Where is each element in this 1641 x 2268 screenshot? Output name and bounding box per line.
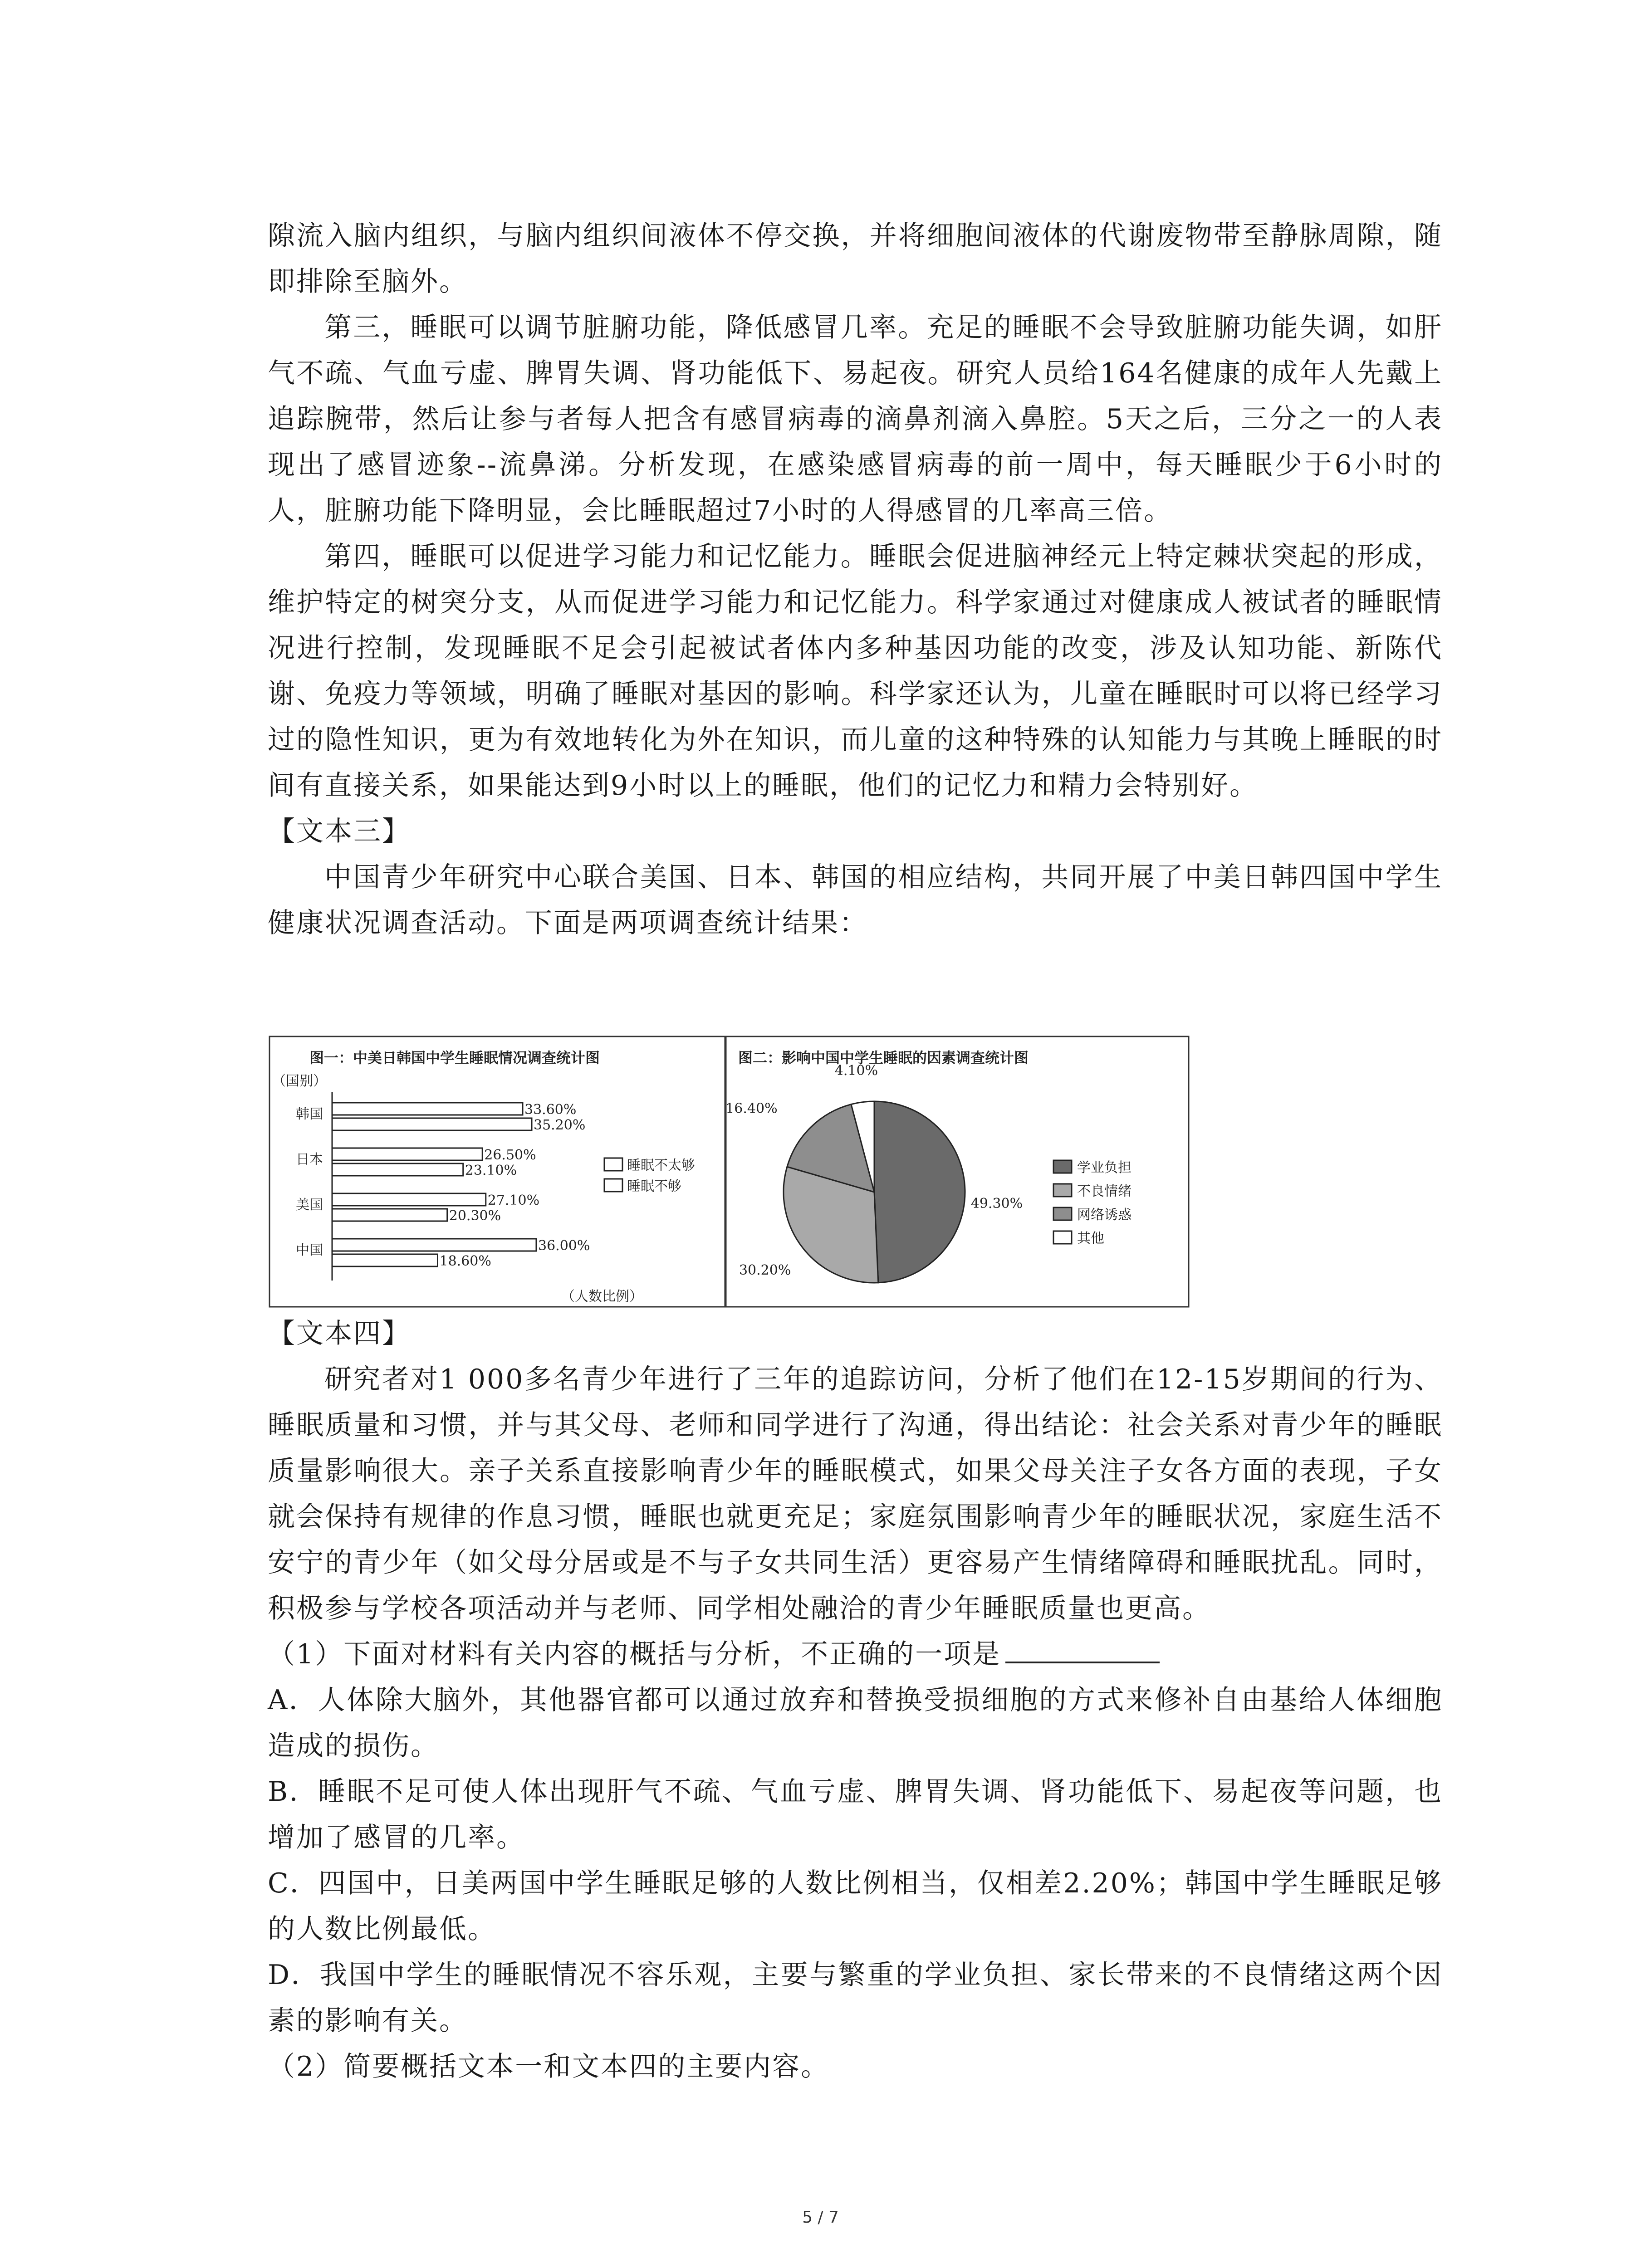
option-b: B．睡眠不足可使人体出现肝气不疏、气血亏虚、脾胃失调、肾功能低下、易起夜等问题，也增加了感冒的几率。 bbox=[268, 1776, 1443, 1853]
option-a: A．人体除大脑外，其他器官都可以通过放弃和替换受损细胞的方式来修补自由基给人体细胞造成的损伤。 bbox=[268, 1684, 1443, 1762]
bar-chart-title: 图一：中美日韩国中学生睡眠情况调查统计图 bbox=[309, 1049, 600, 1066]
bar-0 bbox=[332, 1148, 482, 1160]
bar-category-label: 美国 bbox=[296, 1197, 323, 1213]
legend-label: 睡眠不够 bbox=[627, 1178, 681, 1194]
option-c: C．四国中，日美两国中学生睡眠足够的人数比例相当，仅相差2.20%；韩国中学生睡眠足够的人数比例最低。 bbox=[268, 1867, 1443, 1945]
bar-category-label: 日本 bbox=[296, 1152, 323, 1168]
question-one-text: （1）下面对材料有关内容的概括与分析，不正确的一项是 bbox=[268, 1638, 1001, 1670]
legend-swatch bbox=[604, 1158, 622, 1171]
heading-text-four: 【文本四】 bbox=[268, 1318, 411, 1349]
pie-value-label: 4.10% bbox=[834, 1062, 878, 1079]
bar-1 bbox=[332, 1118, 532, 1130]
survey-figures bbox=[269, 1036, 1190, 1308]
bar-value-label: 26.50% bbox=[484, 1147, 536, 1163]
bar-chart-y-label: （国别） bbox=[272, 1073, 327, 1089]
pie-legend-swatch bbox=[1053, 1207, 1072, 1220]
bar-value-label: 18.60% bbox=[439, 1253, 491, 1269]
paragraph-third-point: 第三，睡眠可以调节脏腑功能，降低感冒几率。充足的睡眠不会导致脏腑功能失调，如肝气不疏、气血亏虚、脾胃失调、肾功能低下、易起夜。研究人员给164名健康的成年人先戴上追踪腕带，然后让参与者每人把含有感冒病毒的滴鼻剂滴入鼻腔。5天之后，三分之一的人表现出了感冒迹象--流鼻涕。分析发现，在感染感冒病毒的前一周中，每天睡眠少于6小时的人，脏腑功能下降明显，会比睡眠超过7小时的人得感冒的几率高三倍。 bbox=[268, 312, 1443, 527]
bar-1 bbox=[332, 1163, 463, 1176]
bar-1 bbox=[332, 1209, 447, 1221]
question-two: （2）简要概括文本一和文本四的主要内容。 bbox=[268, 2051, 830, 2082]
figures-svg bbox=[269, 1036, 1190, 1308]
question-one bbox=[268, 1632, 1443, 1677]
pie-legend-swatch bbox=[1053, 1160, 1072, 1173]
pie-value-label: 16.40% bbox=[725, 1100, 778, 1117]
pie-legend-swatch bbox=[1053, 1184, 1072, 1197]
text-bottom bbox=[268, 1311, 1443, 2090]
bar-value-label: 27.10% bbox=[487, 1193, 540, 1208]
legend-swatch bbox=[604, 1179, 622, 1192]
bar-value-label: 23.10% bbox=[465, 1163, 517, 1178]
bar-0 bbox=[332, 1239, 536, 1251]
bar-0 bbox=[332, 1103, 523, 1115]
bar-1 bbox=[332, 1254, 438, 1266]
bar-value-label: 33.60% bbox=[524, 1102, 577, 1118]
pie-chart-title: 图二：影响中国中学生睡眠的因素调查统计图 bbox=[738, 1049, 1029, 1066]
paragraph-continued: 隙流入脑内组织，与脑内组织间液体不停交换，并将细胞间液体的代谢废物带至静脉周隙，随即排除至脑外。 bbox=[268, 220, 1443, 298]
pie-value-label: 49.30% bbox=[970, 1195, 1023, 1212]
paragraph-text-four: 研究者对1 000多名青少年进行了三年的追踪访问，分析了他们在12-15岁期间的行为、睡眠质量和习惯，并与其父母、老师和同学进行了沟通，得出结论：社会关系对青少年的睡眠质量影响很大。亲子关系直接影响青少年的睡眠模式，如果父母关注子女各方面的表现，子女就会保持有规律的作息习惯，睡眠也就更充足；家庭氛围影响青少年的睡眠状况，家庭生活不安宁的青少年（如父母分居或是不与子女共同生活）更容易产生情绪障碍和睡眠扰乱。同时，积极参与学校各项活动并与老师、同学相处融洽的青少年睡眠质量也更高。 bbox=[268, 1364, 1443, 1624]
bar-value-label: 20.30% bbox=[449, 1208, 501, 1224]
bar-category-label: 韩国 bbox=[296, 1106, 323, 1122]
heading-text-three: 【文本三】 bbox=[268, 816, 411, 847]
pie-legend-label: 不良情绪 bbox=[1077, 1183, 1132, 1199]
pie-legend-label: 网络诱惑 bbox=[1077, 1207, 1132, 1223]
option-d: D．我国中学生的睡眠情况不容乐观，主要与繁重的学业负担、家长带来的不良情绪这两个因素的影响有关。 bbox=[268, 1959, 1443, 2037]
pie-value-label: 30.20% bbox=[739, 1262, 791, 1279]
pie-legend-label: 其他 bbox=[1077, 1231, 1104, 1246]
pie-legend-label: 学业负担 bbox=[1077, 1160, 1132, 1176]
bar-value-label: 36.00% bbox=[538, 1238, 590, 1254]
bar-category-label: 中国 bbox=[296, 1242, 323, 1258]
bar-value-label: 35.20% bbox=[534, 1117, 586, 1133]
answer-blank[interactable] bbox=[1005, 1634, 1160, 1663]
legend-label: 睡眠不太够 bbox=[627, 1158, 695, 1173]
paragraph-fourth-point: 第四，睡眠可以促进学习能力和记忆能力。睡眠会促进脑神经元上特定棘状突起的形成，维护特定的树突分支，从而促进学习能力和记忆能力。科学家通过对健康成人被试者的睡眠情况进行控制，发现睡眠不足会引起被试者体内多种基因功能的改变，涉及认知功能、新陈代谢、免疫力等领域，明确了睡眠对基因的影响。科学家还认为，儿童在睡眠时可以将已经学习过的隐性知识，更为有效地转化为外在知识，而儿童的这种特殊的认知能力与其晚上睡眠的时间有直接关系，如果能达到9小时以上的睡眠，他们的记忆力和精力会特别好。 bbox=[268, 541, 1443, 802]
page-number: 5 / 7 bbox=[802, 2208, 839, 2227]
pie-legend-swatch bbox=[1053, 1231, 1072, 1244]
text-top bbox=[268, 213, 1443, 946]
bar-0 bbox=[332, 1193, 486, 1206]
bar-chart-x-label: （人数比例） bbox=[561, 1289, 643, 1305]
paragraph-survey-intro: 中国青少年研究中心联合美国、日本、韩国的相应结构，共同开展了中美日韩四国中学生健康状况调查活动。下面是两项调查统计结果： bbox=[268, 861, 1443, 939]
